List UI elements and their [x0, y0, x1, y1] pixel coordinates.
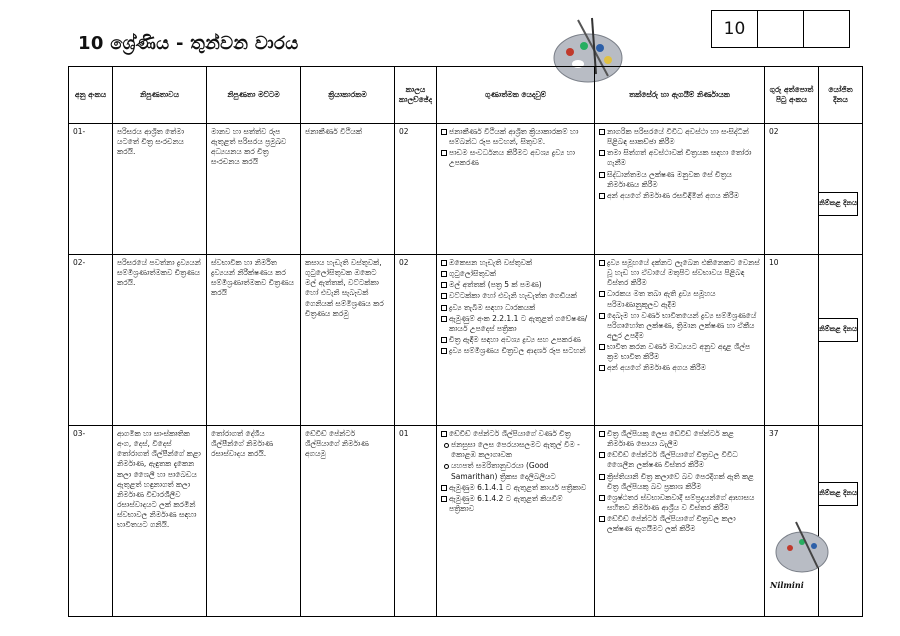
header-level: නිපුණතා මට්ටම	[207, 67, 301, 124]
list-item: අන් අයගේ නිර්මාණ රසවිඳිමින් අගය කිරීම	[599, 191, 760, 201]
list-item: ජනසුසා ලෙස පෙරයාසලමට ඇතුල් වීම - කොළඹ කලාගෘවක	[441, 440, 590, 460]
date-box: නිම්කළ දිනය	[818, 318, 858, 342]
list-item: ඇමුණුම 6.1.4.2 ට ඇතුළත් කියවීම් පත්‍රිකාව	[441, 494, 590, 514]
table-row	[69, 255, 863, 426]
row-inputs	[437, 124, 595, 255]
list-item: වට්ටක්කා හෝ එවැනි හැඩැත්ත ගෙඩියක්	[441, 291, 590, 301]
list-item: ශ්‍රෙෂ්ඨතර ස්වභාවකවාදී සම්ප්‍රදායන්ගේ ආභාසය සහිතව නිර්මාණ ආශ්‍රීය ව විස්තර කිරීම	[599, 493, 760, 513]
row-date	[819, 124, 863, 255]
header-activity: ක්‍රියාකාරකම	[301, 67, 395, 124]
row-level: මානව හා සත්ත්ව රූප ඇතුළත් පරිසරය ප්‍රමුඛව අධ්‍යයනය කර චිත්‍ර සංරචනය කරයි	[207, 124, 301, 255]
row-activity: ඩේවිඩ් පේන්ටර් ශිල්පියාගේ නිර්මාණ අගයමු	[301, 426, 395, 617]
list-item: චිත්‍ර ඇඳීම සඳහා අවශ්‍ය ද්‍රව්‍ය සහ උපකරණ	[441, 335, 590, 345]
list-item: ඩේවිඩ් පේන්ටර් ශිල්පියාගේ වර්ණ චිත්‍ර	[441, 429, 590, 439]
row-inputs	[437, 426, 595, 617]
table-row	[69, 426, 863, 617]
row-activity: ජනාකීර්ණ වීථියක්	[301, 124, 395, 255]
header-page-no: ගුරු අත්පොත් පිටු අංකය	[765, 67, 819, 124]
list-item: දෙබෑම හා වර්ණ භාවිතයෙන් ද්‍රව්‍ය සම්මිශ්‍රණයේ පරිගෘහෝත ලක්ෂණ, ත්‍රිමාන ලක්ෂණ හා ඒකීය අලුර උපදීම	[599, 311, 760, 341]
header-competency: නිපුණතාවය	[113, 67, 207, 124]
row-activity: කසාය හැඩැති වස්තූවක්, ගුටුලෝසිතුවක ඔකෙට මල් ඇත්තක්, වට්ටක්කා හෝ එවැනි සැබෑවක් ගෙනියක් සම්මිශ්‍රණය කර චිත්‍රණය කරමු	[301, 255, 395, 426]
signature: Nilmini	[770, 580, 804, 590]
list-item: ජනාකීර්ණ වීථියක් ආශ්‍රිත ක්‍රියාකාරකම් හා සම්බන්ධ රූප සටහන්, සිතුවම්.	[441, 127, 590, 147]
row-periods: 02	[395, 255, 437, 426]
list-item: ද්‍රව්‍ය තැබීම සඳහා ධාරකයක්	[441, 303, 590, 313]
date-box: නිම්කළ දිනය	[818, 482, 858, 506]
row-periods: 01	[395, 426, 437, 617]
row-no: 02-	[69, 255, 113, 426]
list-item: ඔකෙසන හැඩැති වස්තුවක්	[441, 258, 590, 268]
list-item: මල් අත්තක් (පත්‍ර 5 ක් පමණ)	[441, 280, 590, 290]
row-competency: පරිසරය ආශ්‍රිත තේමා යටතේ චිත්‍ර සංරචනය කරයි.	[113, 124, 207, 255]
list-item: සිද්ධාන්තමය ලක්ෂණ මනුවක සේ චිත්‍රය නිර්මාණය කිරීම	[599, 170, 760, 190]
list-item: ද්‍රව්‍ය සම්මිශ්‍රණය චිත්‍රවල ආදර්ශ රූප සටහන්	[441, 346, 590, 356]
row-no: 03-	[69, 426, 113, 617]
list-item: ඩේවිඩ් පේන්ටර් ශිල්පියාගේ චිත්‍රවල විවිධ ශෛලීන ලක්ෂණ විස්තර කිරීම	[599, 450, 760, 470]
header-no: අනු අංකය	[69, 67, 113, 124]
list-item: චිත්‍ර ශිල්පියකු ලෙස ඩේවිඩ් පේන්ටර් කළ නිර්මාණ සොයා බැලීම	[599, 429, 760, 449]
row-level: තෝරාගත් දේශීය ශිල්පීන්ගේ නිර්මාණ රසාස්වාදය කරයි.	[207, 426, 301, 617]
date-box: නිම්කළ දිනය	[818, 192, 858, 216]
list-item: ක්‍රිස්තියානි චිත්‍ර කලාවේ බව පෙරදිගක් ඇති කළ චිත්‍ර ශිල්පියකු බව ප්‍රකාශ කිරීම	[599, 472, 760, 492]
table-row	[69, 124, 863, 255]
header-date: යෝජිත දිනය	[819, 67, 863, 124]
page-title: 10 ශ්‍රේණිය - තුන්වන වාරය	[78, 33, 299, 54]
list-item: නාගරික පරිසරයේ විවිධ අවස්ථා හා සංසිද්ධීන් පිළිබඳ සාකච්ඡා කිරීම	[599, 127, 760, 147]
number-box-2	[758, 11, 804, 47]
row-competency: පරිසරයේ පවත්නා ද්‍රව්‍යයන් සම්මිශ්‍රණාත්මකව චිත්‍රණය කරයි.	[113, 255, 207, 426]
row-criteria	[595, 124, 765, 255]
table-header-row	[69, 67, 863, 124]
row-criteria	[595, 426, 765, 617]
row-inputs	[437, 255, 595, 426]
row-competency: ආගමික හා සාංස්කෘතික අංග, දෙස්, විදෙස් තෝරාගත් ශිල්පීන්ගේ කළා නිර්මාණ, ඇඳුතක දැකෙන කලා ශෛලී හා පාබෙඩය ඇතුළත් හඳුනාගත් කලා නිර්මාණ විචාරශීලීව රසාස්වාදයට ලක් කරමින් ස්වභාවල නිර්මාණ සඳහා භාවිතයට ගනියි.	[113, 426, 207, 617]
row-no: 01-	[69, 124, 113, 255]
row-criteria	[595, 255, 765, 426]
number-boxes	[711, 10, 850, 48]
row-page-no: 10	[765, 255, 819, 426]
scheme-table	[68, 66, 863, 617]
list-item: ද්‍රව්‍ය සමූහයේ දක්නට ලැබෙන එකිනෙකට වෙනස් වූ හැඩ හා ඒවායේ මතුපිට ස්වභාවය පිළිබඳ විස්තර කිරීම	[599, 258, 760, 288]
list-item: ඇමුණුම් අංක 2.2.1.1 ට ඇතුළත් ගවේෂණ/කාර්ය උපදෙස් පත්‍රිකා	[441, 314, 590, 334]
list-item: යහපත් සමරිතානුවරයා (Good Samarithan) ත්‍රිකස දෙලිබලියට	[441, 461, 590, 481]
list-item: ඩේවිඩ් පේන්ටර් ශිල්පියාගේ චිත්‍රවල කලා ලක්ෂණ ඇගයීමට ලක් කිරීම	[599, 514, 760, 534]
list-item: භාවිත කරන වර්ණ මාධ්‍යයට අනුව අදාළ ශිල්ප ක්‍රම භාවිත කිරීම	[599, 342, 760, 362]
list-item: ධාරකය මත තබා ඇති ද්‍රව්‍ය සමූහය පරිමාණානුකූලව ඇදීම	[599, 289, 760, 309]
header-criteria: තක්සේරු හා ඇගයීම් නිර්ණායක	[595, 67, 765, 124]
header-periods: කාලය කාලච්ඡේද	[395, 67, 437, 124]
list-item: තමා සිත්ගත් අවස්ථාවක් චිත්‍රයක සඳහා තෝරා ගැනීම	[599, 148, 760, 168]
list-item: ඇමුණුම 6.1.4.1 ට ඇතුළත් කාර්ය පත්‍රිකාව	[441, 483, 590, 493]
row-page-no: 37	[765, 426, 819, 617]
list-item: අන් අයගේ නිර්මාණ අගය කිරීම	[599, 363, 760, 373]
palette-icon	[770, 518, 834, 580]
header-inputs: ගුණාත්මක යෙදවුම්	[437, 67, 595, 124]
row-page-no: 02	[765, 124, 819, 255]
list-item: ගුටුලෝසිතුවක්	[441, 269, 590, 279]
row-periods: 02	[395, 124, 437, 255]
number-box-1: 10	[712, 11, 758, 47]
row-level: ස්වභාවික හා නිර්මිත ද්‍රව්‍යයන් නිරීක්ෂණය කර සම්මිශ්‍රණාත්මකව චිත්‍රණය කරයි	[207, 255, 301, 426]
list-item: පාඩම සංවර්ධනය කිරීමට අවශ්‍ය ද්‍රව්‍ය හා උපකරණ	[441, 148, 590, 168]
number-box-3	[804, 11, 849, 47]
